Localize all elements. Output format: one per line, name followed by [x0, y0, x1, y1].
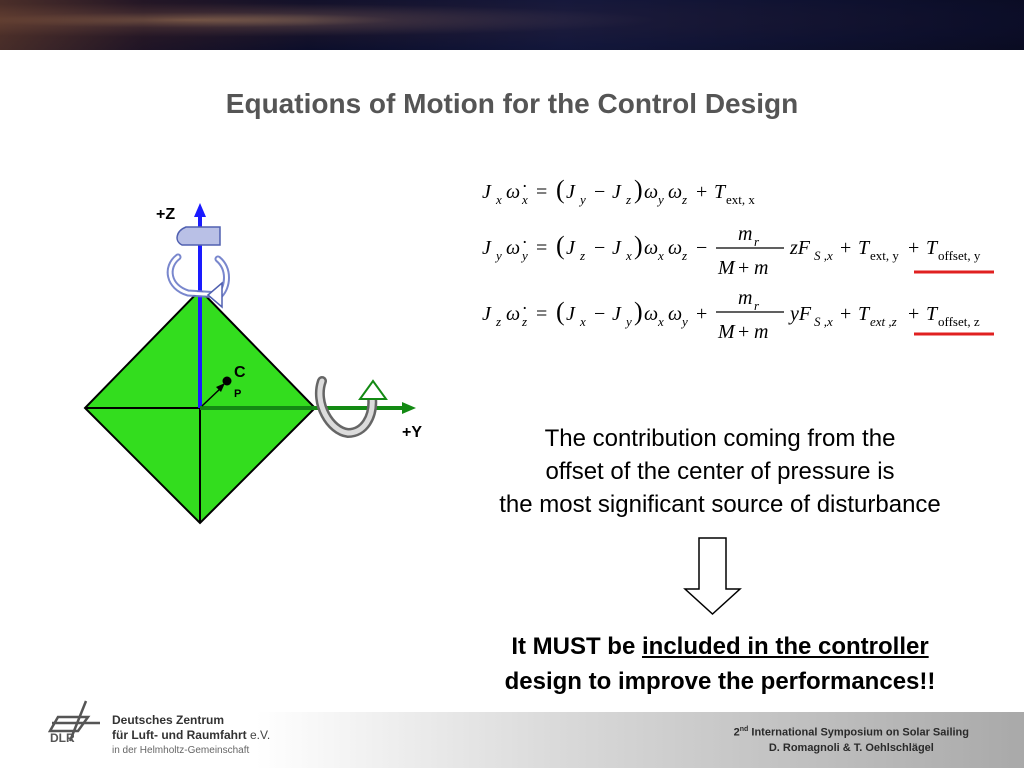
equation-2 — [482, 223, 994, 279]
svg-text:S ,x: S ,x — [814, 314, 833, 329]
svg-text:m: m — [738, 223, 753, 245]
dlr-logo-text: DLR — [50, 731, 75, 745]
svg-text:y: y — [682, 314, 688, 329]
statement-line-1: The contribution coming from the — [544, 425, 896, 452]
svg-text:+: + — [738, 321, 750, 343]
svg-text:ω̇: ω̇ — [506, 237, 521, 259]
dlr-logo-icon — [48, 697, 108, 745]
svg-text:J: J — [482, 181, 491, 203]
svg-text:ω̇: ω̇ — [506, 303, 521, 325]
equation-3 — [482, 287, 994, 343]
svg-text:+: + — [908, 303, 920, 325]
conclusion-line-2: design to improve the performances!! — [504, 668, 936, 695]
svg-text:z: z — [580, 248, 586, 263]
svg-text:x: x — [580, 314, 586, 329]
org-line-3: in der Helmholtz-Gemeinschaft — [112, 745, 250, 756]
svg-text:): ) — [634, 175, 643, 204]
svg-text:=: = — [536, 303, 548, 325]
eq1-ext-sub: ext, x — [726, 192, 755, 207]
svg-text:(: ( — [556, 231, 565, 260]
conclusion-line-1 — [440, 629, 1000, 664]
svg-text:−: − — [696, 237, 708, 259]
svg-text:J: J — [482, 237, 491, 259]
cp-label-sub: P — [234, 388, 242, 400]
banner-overlay — [0, 0, 1024, 50]
svg-text:−: − — [594, 181, 606, 203]
symposium-sup: nd — [739, 726, 749, 733]
org-suffix: e.V. — [246, 728, 271, 742]
svg-text:z: z — [682, 192, 688, 207]
equation-1 — [482, 175, 755, 207]
equations-of-motion — [470, 168, 1010, 353]
svg-text:z: z — [522, 314, 528, 329]
symposium-authors: D. Romagnoli & T. Oehlschlägel — [768, 741, 934, 754]
statement-line-3: the most significant source of disturbance — [499, 491, 941, 518]
svg-text:ω: ω — [668, 181, 683, 203]
header-banner-image — [0, 0, 1024, 50]
svg-text:y: y — [580, 192, 586, 207]
svg-text:−: − — [594, 303, 606, 325]
org-line-2: für Luft- und Raumfahrt — [112, 728, 247, 742]
slide-title: Equations of Motion for the Control Design — [225, 88, 799, 119]
svg-text:x: x — [658, 314, 664, 329]
svg-text:T: T — [926, 303, 938, 325]
svg-text:−: − — [594, 237, 606, 259]
svg-text:x: x — [626, 248, 632, 263]
svg-text:T: T — [858, 237, 870, 259]
svg-text:J: J — [566, 181, 575, 203]
disturbance-statement — [440, 422, 1000, 521]
y-axis-label: +Y — [402, 424, 423, 441]
svg-text:=: = — [536, 181, 548, 203]
svg-text:ω: ω — [644, 237, 659, 259]
svg-text:ω̇: ω̇ — [506, 181, 521, 203]
svg-text:m: m — [738, 287, 753, 309]
svg-text:r: r — [754, 234, 760, 249]
conclusion-prefix: It MUST be — [511, 633, 642, 660]
svg-text:T: T — [926, 237, 938, 259]
svg-text:y: y — [496, 248, 502, 263]
svg-text:m: m — [754, 257, 769, 279]
svg-text:J: J — [482, 303, 491, 325]
symposium-info — [734, 722, 969, 756]
z-axis-label: +Z — [156, 206, 176, 223]
z-axis-arrowhead — [194, 203, 206, 217]
svg-text:J: J — [566, 303, 575, 325]
svg-text:M: M — [718, 321, 735, 343]
svg-text:+: + — [696, 181, 708, 203]
svg-text:ω: ω — [668, 237, 683, 259]
svg-text:z: z — [682, 248, 688, 263]
svg-text:+: + — [908, 237, 920, 259]
symposium-title: International Symposium on Solar Sailing — [748, 726, 969, 739]
svg-text:x: x — [496, 192, 502, 207]
svg-text:y: y — [626, 314, 632, 329]
svg-text:ω: ω — [644, 303, 659, 325]
svg-text:): ) — [634, 297, 643, 326]
svg-text:+: + — [738, 257, 750, 279]
svg-text:J: J — [612, 303, 621, 325]
svg-text:y: y — [522, 248, 528, 263]
conclusion-underlined: included in the controller — [641, 633, 929, 660]
svg-text:J: J — [566, 237, 575, 259]
svg-text:yF: yF — [790, 303, 812, 325]
svg-text:zF: zF — [790, 237, 810, 259]
svg-text:x: x — [658, 248, 664, 263]
svg-text:x: x — [522, 192, 528, 207]
organization-name — [112, 713, 270, 758]
svg-text:m: m — [754, 321, 769, 343]
svg-text:z: z — [496, 314, 502, 329]
eq2-offset-sub: offset, y — [938, 248, 981, 263]
svg-text:r: r — [754, 298, 760, 313]
solar-sail-diagram — [70, 195, 430, 535]
svg-text:(: ( — [556, 297, 565, 326]
svg-text:ω: ω — [644, 181, 659, 203]
conclusion-statement — [440, 629, 1000, 699]
svg-text:T: T — [858, 303, 870, 325]
eq3-offset-sub: offset, z — [938, 314, 980, 329]
svg-text:S ,x: S ,x — [814, 248, 833, 263]
svg-text:z: z — [626, 192, 632, 207]
cp-label: C — [234, 364, 246, 381]
svg-text:+: + — [840, 237, 852, 259]
svg-text:J: J — [612, 237, 621, 259]
org-line-1: Deutsches Zentrum — [112, 713, 225, 727]
svg-text:J: J — [612, 181, 621, 203]
svg-text:y: y — [658, 192, 664, 207]
svg-text:(: ( — [556, 175, 565, 204]
svg-text:): ) — [634, 231, 643, 260]
svg-text:M: M — [718, 257, 735, 279]
down-arrow-icon — [683, 537, 743, 617]
eq2-ext-sub: ext, y — [870, 248, 899, 263]
svg-text:+: + — [696, 303, 708, 325]
eq3-ext-sub: ext ,z — [870, 314, 897, 329]
svg-text:=: = — [536, 237, 548, 259]
svg-text:ω: ω — [668, 303, 683, 325]
svg-text:T: T — [714, 181, 726, 203]
y-axis-arrowhead — [402, 402, 416, 414]
statement-line-2: offset of the center of pressure is — [545, 458, 895, 485]
symposium-ordinal: 2 — [733, 726, 740, 739]
svg-text:+: + — [840, 303, 852, 325]
